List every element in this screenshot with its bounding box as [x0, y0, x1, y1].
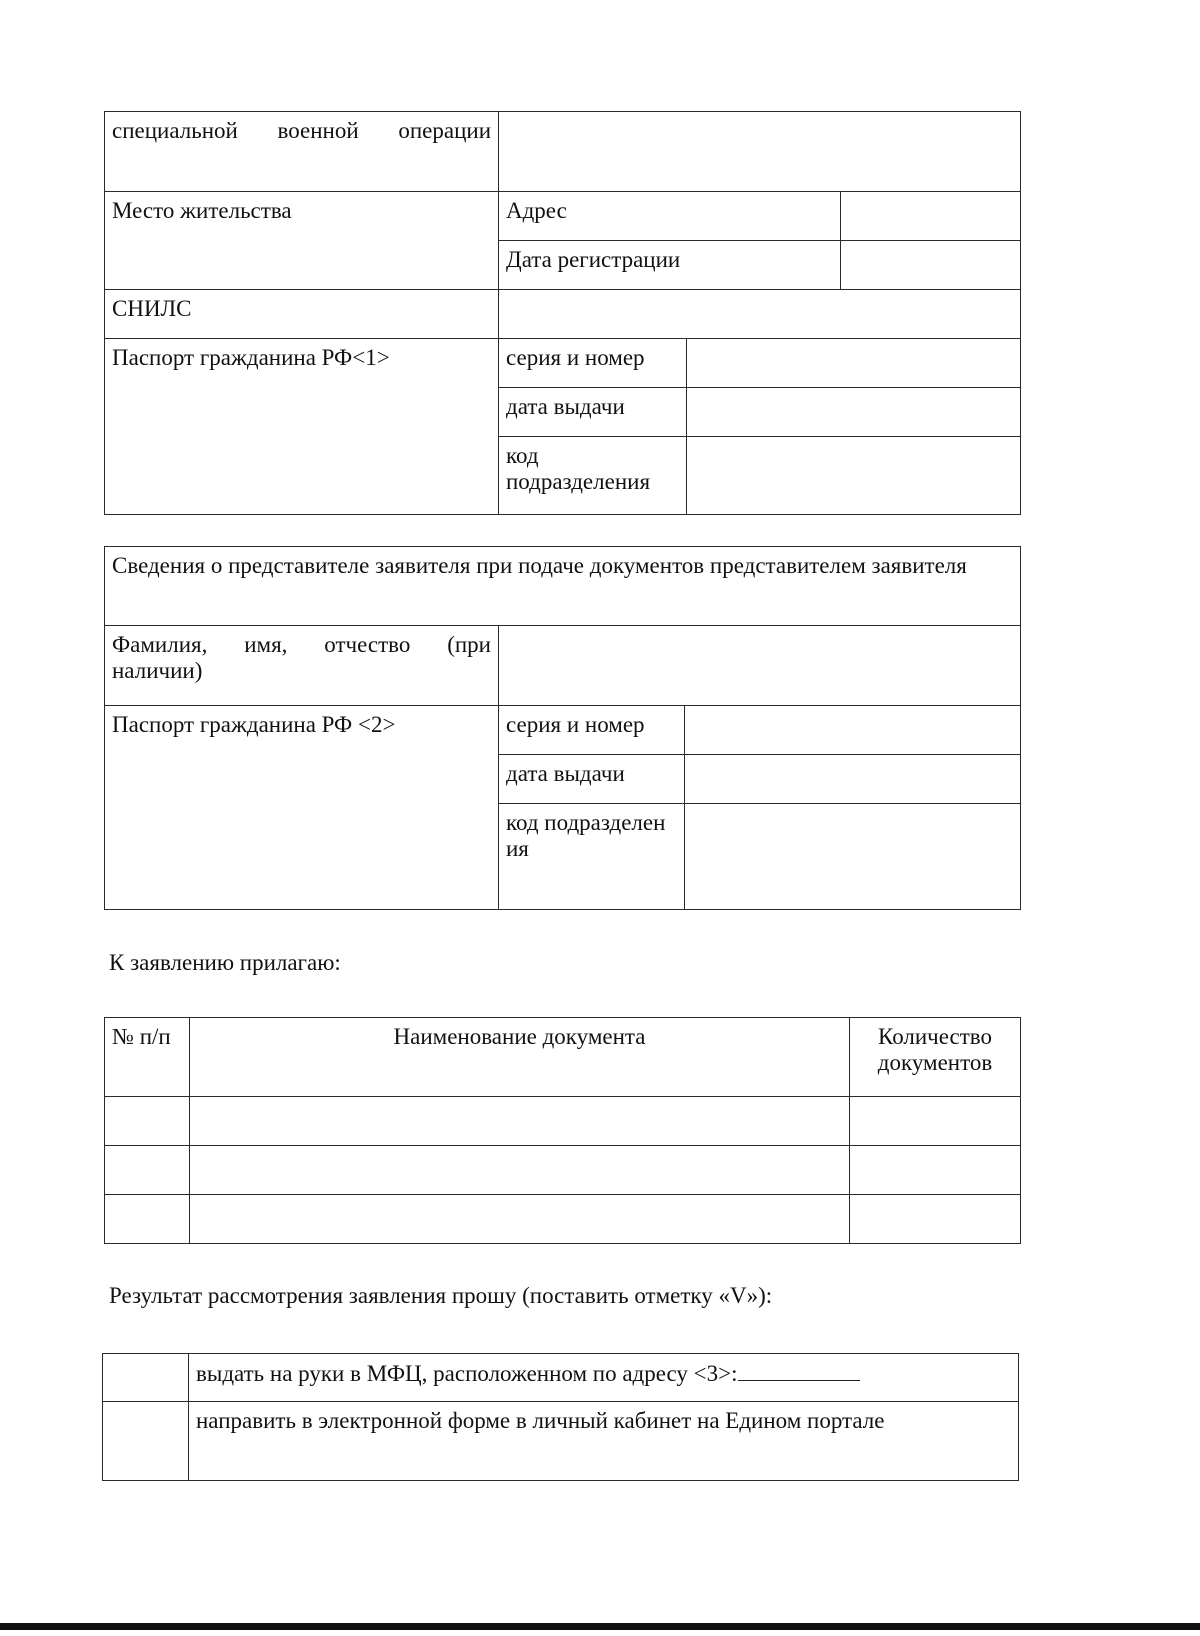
svo-label-cell: [105, 112, 499, 192]
issue-date-value-cell[interactable]: [687, 388, 1021, 437]
rep-fio-label: Фамилия, имя, отчество (при наличии): [112, 632, 491, 683]
row-num-cell[interactable]: [105, 1195, 190, 1244]
table-row: [105, 1195, 1021, 1244]
representative-header-text: Сведения о представителе заявителя при подаче документов представителем заявителя: [112, 553, 967, 578]
series-label: серия и номер: [499, 339, 687, 388]
snils-label: СНИЛС: [105, 290, 499, 339]
rep-series-label: серия и номер: [499, 706, 685, 755]
option-1-label: выдать на руки в МФЦ, расположенном по адресу <3>:: [196, 1361, 738, 1386]
attachments-table: [104, 1017, 1021, 1244]
col-qty-header: Количество документов: [850, 1018, 1021, 1097]
rep-issue-date-label: дата выдачи: [499, 755, 685, 804]
row-qty-cell[interactable]: [850, 1195, 1021, 1244]
representative-header: [105, 547, 1021, 626]
result-intro: Результат рассмотрения заявления прошу (поставить отметку «V»):: [109, 1283, 773, 1308]
rep-dept-code-value-cell[interactable]: [685, 804, 1021, 910]
row-num-cell[interactable]: [105, 1097, 190, 1146]
rep-series-value-cell[interactable]: [685, 706, 1021, 755]
snils-value-cell[interactable]: [499, 290, 1021, 339]
option-2-checkbox[interactable]: [103, 1402, 189, 1481]
row-qty-cell[interactable]: [850, 1097, 1021, 1146]
svo-value-cell[interactable]: [499, 112, 1021, 192]
result-table: [102, 1353, 1019, 1481]
row-num-cell[interactable]: [105, 1146, 190, 1195]
rep-dept-code-label: код подразделения: [499, 804, 685, 910]
representative-table: [104, 546, 1021, 910]
rep-issue-date-value-cell[interactable]: [685, 755, 1021, 804]
row-qty-cell[interactable]: [850, 1146, 1021, 1195]
col-num-header: № п/п: [105, 1018, 190, 1097]
page-edge-bar: [0, 1623, 1200, 1630]
passport-label: Паспорт гражданина РФ<1>: [105, 339, 499, 515]
option-2-cell: [189, 1402, 1019, 1481]
row-name-cell[interactable]: [190, 1195, 850, 1244]
svo-label: специальной военной операции: [112, 118, 491, 143]
option-1-checkbox[interactable]: [103, 1354, 189, 1402]
dept-code-label: код подразделения: [499, 437, 687, 515]
series-value-cell[interactable]: [687, 339, 1021, 388]
attachments-intro: К заявлению прилагаю:: [109, 950, 341, 975]
option-1-cell: [189, 1354, 1019, 1402]
row-name-cell[interactable]: [190, 1097, 850, 1146]
rep-fio-value-cell[interactable]: [499, 626, 1021, 706]
reg-date-label: Дата регистрации: [499, 241, 841, 290]
reg-date-value-cell[interactable]: [841, 241, 1021, 290]
rep-fio-label-cell: [105, 626, 499, 706]
rep-passport-label: Паспорт гражданина РФ <2>: [105, 706, 499, 910]
table-row: [105, 1097, 1021, 1146]
row-name-cell[interactable]: [190, 1146, 850, 1195]
address-value-cell[interactable]: [841, 192, 1021, 241]
option-2-label: направить в электронной форме в личный кабинет на Едином портале: [196, 1408, 885, 1433]
residence-label: Место жительства: [105, 192, 499, 290]
address-label: Адрес: [499, 192, 841, 241]
issue-date-label: дата выдачи: [499, 388, 687, 437]
table-row: [105, 1146, 1021, 1195]
applicant-table: [104, 111, 1021, 515]
dept-code-value-cell[interactable]: [687, 437, 1021, 515]
col-name-header: Наименование документа: [190, 1018, 850, 1097]
address-blank-line[interactable]: [738, 1360, 860, 1381]
